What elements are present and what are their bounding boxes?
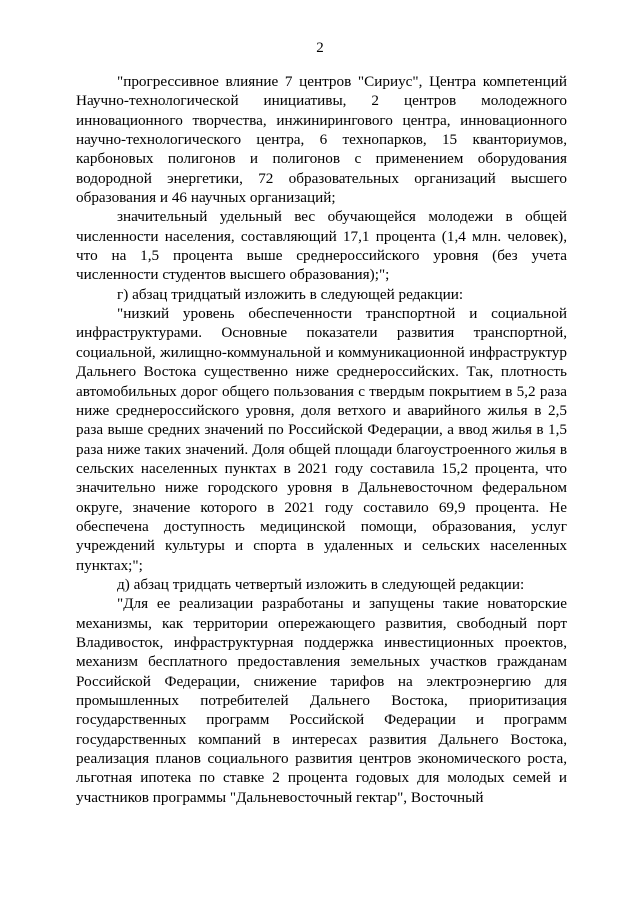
paragraph-2: значительный удельный вес обучающейся молодежи в общей численности населения, составляющий 17,1 процента (1,4 млн. человек), что на 1,5 процента выше среднероссийского уровня (без учета численности студентов высшего образования);";	[76, 208, 567, 284]
paragraph-5: д) абзац тридцать четвертый изложить в следующей редакции:	[117, 575, 525, 593]
paragraph-3: г) абзац тридцатый изложить в следующей редакции:	[117, 285, 464, 303]
paragraph-4: "низкий уровень обеспеченности транспортной и социальной инфраструктурами. Основные показатели развития транспортной, социальной, жилищно-коммунальной и коммуникационной инфраструктур Дальнего Востока существенно ниже среднероссийских. Так, плотность автомобильных дорог общего пользования с твердым покрытием в 5,2 раза ниже среднероссийского уровня, доля ветхого и аварийного жилья в 2,5 раза выше средних значений по Российской Федерации, а ввод жилья в 1,5 раза ниже таких значений. Доля общей площади благоустроенного жилья в сельских населенных пунктах в 2021 году составила 15,2 процента, что значительно ниже городского уровня в Дальневосточном федеральном округе, значение которого в 2021 году составило 69,9 процента. Не обеспечена доступность медицинской помощи, образования, услуг учреждений культуры и спорта в удаленных и сельских населенных пунктах;";	[76, 305, 567, 574]
paragraph-1: "прогрессивное влияние 7 центров "Сириус", Центра компетенций Научно-технологической инициативы, 2 центров молодежного инновационного творчества, инжинирингового центра, инновационного научно-технологического центра, 6 технопарков, 15 кванториумов, карбоновых полигонов и полигонов с применением оборудования водородной энергетики, 72 образовательных организаций высшего образования и 46 научных организаций;	[76, 73, 567, 207]
document-body	[76, 72, 567, 807]
paragraph-6: "Для ее реализации разработаны и запущены такие новаторские механизмы, как территории опережающего развития, свободный порт Владивосток, инфраструктурная поддержка инвестиционных проектов, механизм бесплатного предоставления земельных участков гражданам Российской Федерации, снижение тарифов на электроэнергию для промышленных потребителей Дальнего Востока, приоритизация государственных программ Российской Федерации и программ государственных компаний в интересах развития Дальнего Востока, реализация планов социального развития центров экономического роста, льготная ипотека по ставке 2 процента годовых для молодых семей и участников программы "Дальневосточный гектар", Восточный	[76, 595, 567, 806]
page-number: 2	[316, 40, 324, 56]
